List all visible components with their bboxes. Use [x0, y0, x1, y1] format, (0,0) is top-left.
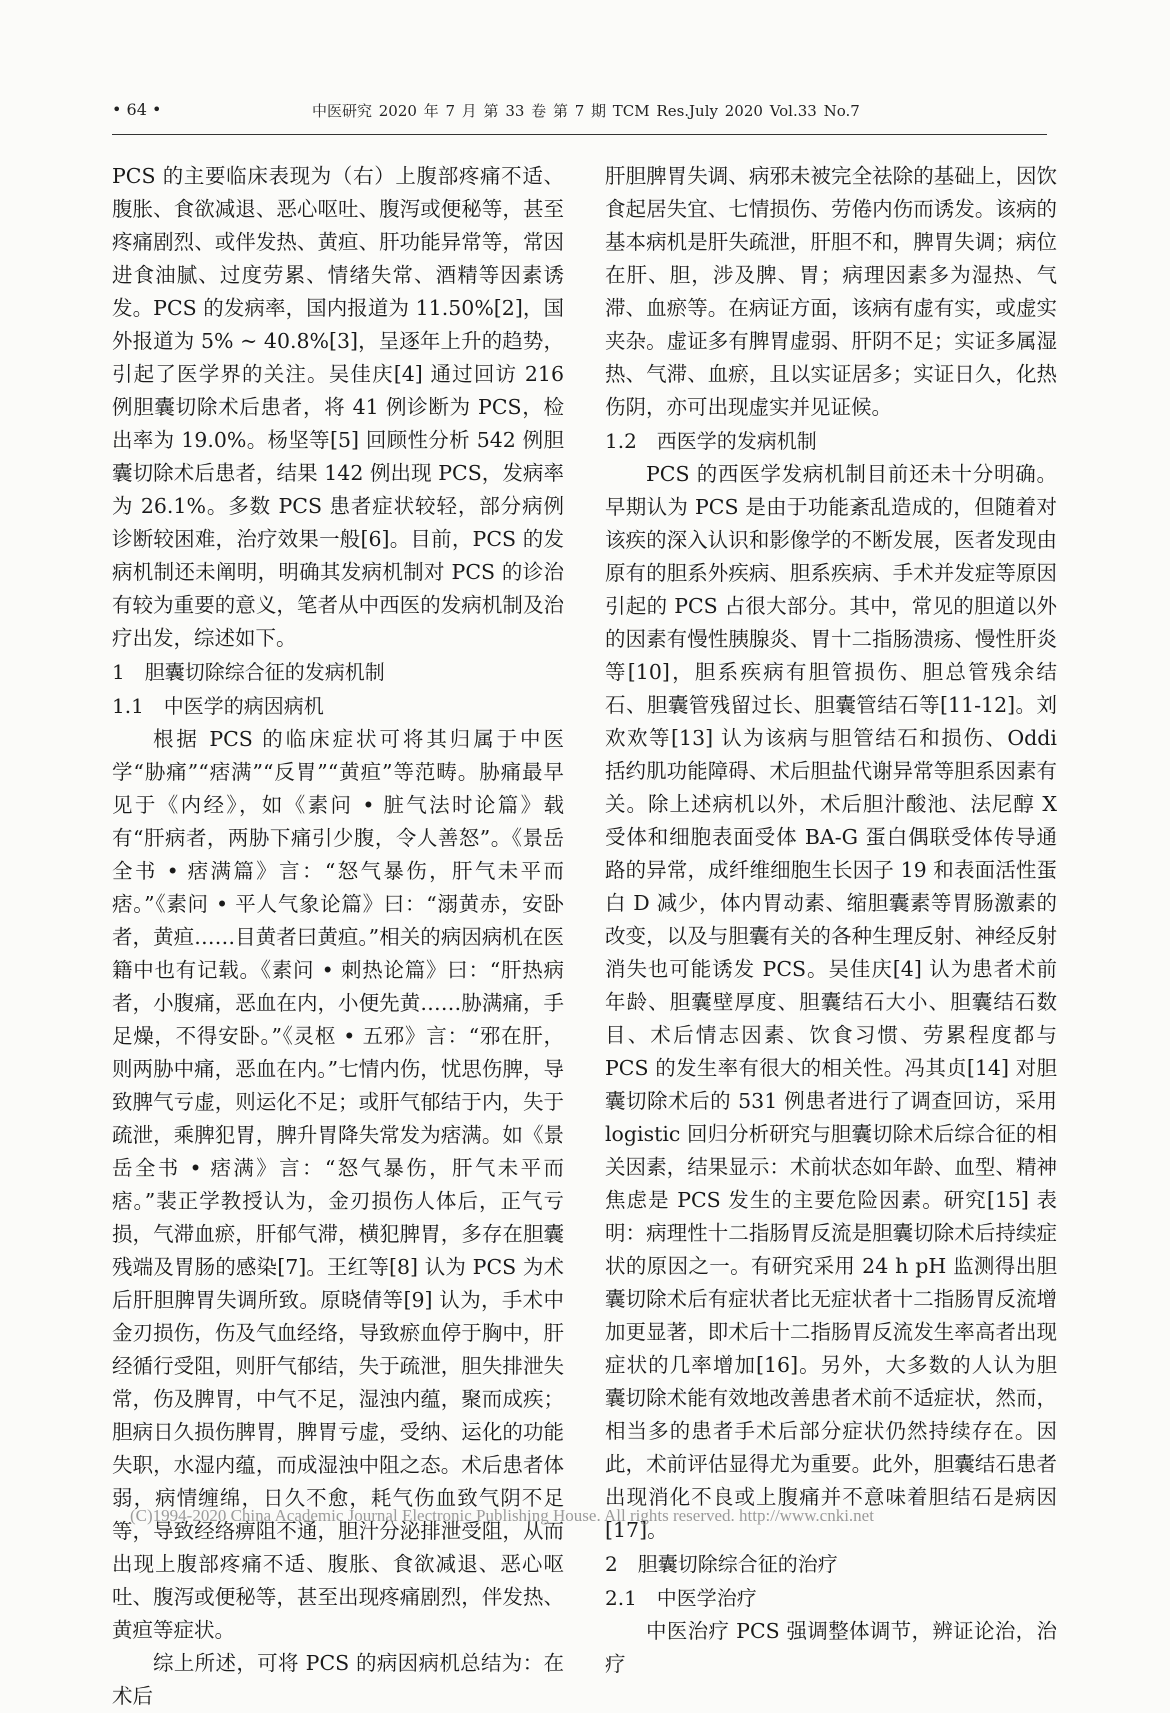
subsection-heading: 1.2 西医学的发病机制 — [605, 429, 817, 453]
paragraph: PCS 的西医学发病机制目前还未十分明确。早期认为 PCS 是由于功能紊乱造成的，但随着对该疾的深入认识和影像学的不断发展，医者发现由原有的胆系外疾病、胆系疾病、手术并发症等原因引起的 PCS 占很大部分。其中，常见的胆道以外的因素有慢性胰腺炎、胃十二指肠溃疡、慢性肝炎等[10]，胆系疾病有胆管损伤、胆总管残余结石、胆囊管残留过长、胆囊管结石等[11-12]。刘欢欢等[13] 认为该病与胆管结石和损伤、Oddi 括约肌功能障碍、术后胆盐代谢异常等胆系因素有关。除上述病机以外，术后胆汁酸池、法尼醇 X 受体和细胞表面受体 BA-G 蛋白偶联受体传导通路的异常，成纤维细胞生长因子 19 和表面活性蛋白 D 减少，体内胃动素、缩胆囊素等胃肠激素的改变，以及与胆囊有关的各种生理反射、神经反射消失也可能诱发 PCS。吴佳庆[4] 认为患者术前年龄、胆囊壁厚度、胆囊结石大小、胆囊结石数目、术后情志因素、饮食习惯、劳累程度都与 PCS 的发生率有很大的相关性。冯其贞[14] 对胆囊切除术后的 531 例患者进行了调查回访，采用 logistic 回归分析研究与胆囊切除术后综合征的相关因素，结果显示：术前状态如年龄、血型、精神焦虑是 PCS 发生的主要危险因素。研究[15] 表明：病理性十二指肠胃反流是胆囊切除术后持续症状的原因之一。有研究采用 24 h pH 监测得出胆囊切除术后有症状者比无症状者十二指肠胃反流增加更显著，即术后十二指肠胃反流发生率高者出现症状的几率增加[16]。另外，大多数的人认为胆囊切除术能有效地改善患者术前不适症状，然而，相当多的患者手术后部分症状仍然持续存在。因此，术前评估显得尤为重要。此外，胆囊结石患者出现消化不良或上腹痛并不意味着胆结石是病因[17]。 — [605, 462, 1057, 1542]
paragraph: PCS 的主要临床表现为（右）上腹部疼痛不适、腹胀、食欲减退、恶心呕吐、腹泻或便秘等，甚至疼痛剧烈、或伴发热、黄疸、肝功能异常等，常因进食油腻、过度劳累、情绪失常、酒精等因素诱发。PCS 的发病率，国内报道为 11.50%[2]，国外报道为 5% ~ 40.8%[3]，呈逐年上升的趋势，引起了医学界的关注。吴佳庆[4] 通过回访 216 例胆囊切除术后患者，将 41 例诊断为 PCS，检出率为 19.0%。杨坚等[5] 回顾性分析 542 例胆囊切除术后患者，结果 142 例出现 PCS，发病率为 26.1%。多数 PCS 患者症状较轻，部分病例诊断较困难，治疗效果一般[6]。目前，PCS 的发病机制还未阐明，明确其发病机制对 PCS 的诊治有较为重要的意义，笔者从中西医的发病机制及治疗出发，综述如下。 — [112, 164, 564, 650]
paragraph: 肝胆脾胃失调、病邪未被完全祛除的基础上，因饮食起居失宜、七情损伤、劳倦内伤而诱发。该病的基本病机是肝失疏泄，肝胆不和，脾胃失调；病位在肝、胆，涉及脾、胃；病理因素多为湿热、气滞、血瘀等。在病证方面，该病有虚有实，或虚实夹杂。虚证多有脾胃虚弱、肝阴不足；实证多属湿热、气滞、血瘀，且以实证居多；实证日久，化热伤阴，亦可出现虚实并见证候。 — [605, 164, 1057, 419]
running-title: 中医研究 2020 年 7 月 第 33 卷 第 7 期 TCM Res.July 2020 Vol.33 No.7 — [312, 102, 860, 120]
right-column — [605, 160, 1057, 1681]
running-header — [112, 100, 1047, 136]
header-rule — [112, 134, 1047, 135]
paragraph: 根据 PCS 的临床症状可将其归属于中医学“胁痛”“痞满”“反胃”“黄疸”等范畴。胁痛最早见于《内经》，如《素问 • 脏气法时论篇》载有“肝病者，两胁下痛引少腹，令人善怒”。《景岳全书 • 痞满篇》言：“怒气暴伤，肝气未平而痞。”《素问 • 平人气象论篇》曰：“溺黄赤，安卧者，黄疸……目黄者曰黄疸。”相关的病因病机在医籍中也有记载。《素问 • 刺热论篇》曰：“肝热病者，小腹痛，恶血在内，小便先黄……胁满痛，手足燥，不得安卧。”《灵枢 • 五邪》言：“邪在肝，则两胁中痛，恶血在内。”七情内伤，忧思伤脾，导致脾气亏虚，则运化不足；或肝气郁结于内，失于疏泄，乘脾犯胃，脾升胃降失常发为痞满。如《景岳全书 • 痞满》言：“怒气暴伤，肝气未平而痞。”裴正学教授认为，金刃损伤人体后，正气亏损，气滞血瘀，肝郁气滞，横犯脾胃，多存在胆囊残端及胃肠的感染[7]。王红等[8] 认为 PCS 为术后肝胆脾胃失调所致。原晓倩等[9] 认为，手术中金刃损伤，伤及气血经络，导致瘀血停于胸中，肝经循行受阻，则肝气郁结，失于疏泄，胆失排泄失常，伤及脾胃，中气不足，湿浊内蕴，聚而成疾；胆病日久损伤脾胃，脾胃亏虚，受纳、运化的功能失职，水湿内蕴，而成湿浊中阻之态。术后患者体弱，病情缠绵，日久不愈，耗气伤血致气阴不足等，导致经络痹阻不通，胆汁分泌排泄受阻，从而出现上腹部疼痛不适、腹胀、食欲减退、恶心呕吐、腹泻或便秘等，甚至出现疼痛剧烈，伴发热、黄疸等症状。 — [112, 727, 564, 1642]
copyright-watermark: (C)1994-2020 China Academic Journal Electronic Publishing House. All rights reserved. http://www.cnki.net — [130, 1506, 874, 1525]
subsection-heading: 2.1 中医学治疗 — [605, 1586, 757, 1610]
left-column — [112, 160, 564, 1713]
subsection-heading: 1.1 中医学的病因病机 — [112, 694, 324, 718]
page-number: • 64 • — [112, 100, 162, 119]
paragraph: 综上所述，可将 PCS 的病因病机总结为：在术后 — [112, 1651, 564, 1708]
section-heading: 1 胆囊切除综合征的发病机制 — [112, 660, 385, 684]
paragraph: 中医治疗 PCS 强调整体调节，辨证论治，治疗 — [605, 1619, 1057, 1676]
section-heading: 2 胆囊切除综合征的治疗 — [605, 1552, 838, 1576]
